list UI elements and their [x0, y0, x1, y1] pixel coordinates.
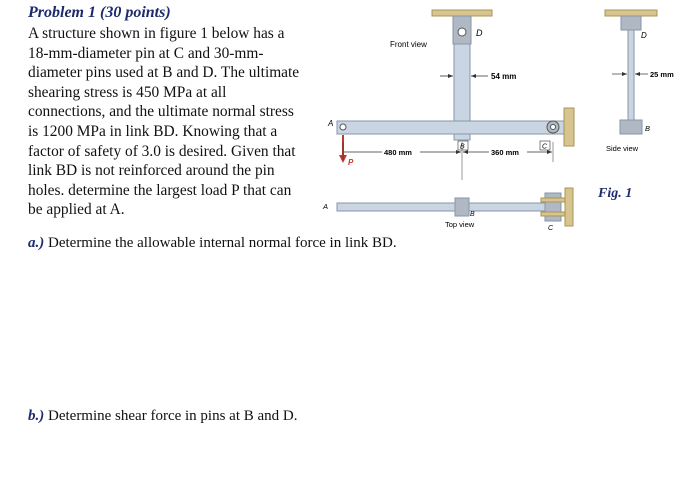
problem-title: Problem 1 (30 points): [28, 4, 171, 21]
label-B-top: B: [470, 211, 475, 218]
label-C-front: C: [542, 143, 548, 151]
top-view-pin-C-1: [541, 198, 565, 202]
label-A-top: A: [323, 202, 329, 211]
support-D: [432, 10, 492, 16]
dim-360-head-right: [547, 150, 552, 154]
dim-360-text: 360 mm: [491, 148, 519, 157]
fig-label: Fig. 1: [598, 186, 633, 201]
dim-480-head: [456, 150, 461, 154]
statement-line: link BD is not reinforced around the pin: [28, 162, 275, 180]
dim-25-text: 25 mm: [650, 70, 674, 79]
question-b-text: Determine shear force in pins at B and D.: [48, 408, 298, 424]
statement-line: holes. determine the largest load P that can: [28, 181, 292, 199]
statement-line: factor of safety of 3.0 is desired. Given that: [28, 142, 296, 160]
label-A-front: A: [328, 119, 334, 128]
label-D-side: D: [641, 31, 647, 40]
wall-C: [564, 108, 574, 146]
top-view-wall-C: [565, 188, 573, 226]
side-support-D: [605, 10, 657, 16]
top-view-link-B: [455, 198, 469, 216]
question-b-label: b.): [28, 408, 45, 424]
dim-54-left-head: [448, 74, 453, 78]
front-view-label: Front view: [390, 40, 427, 49]
top-view-member: [337, 203, 557, 211]
question-a-label: a.): [28, 235, 45, 251]
statement-line: diameter pins used at B and D. The ultimate: [28, 64, 300, 82]
side-clevis-B: [620, 120, 642, 134]
dim-54-right-head: [471, 74, 476, 78]
side-clevis-D: [621, 16, 641, 30]
statement-line: A structure shown in figure 1 below has a: [28, 25, 285, 42]
pin-C-hole: [551, 125, 556, 130]
label-B-front: B: [460, 143, 465, 151]
dim-54-text: 54 mm: [491, 72, 517, 81]
label-C-top: C: [548, 225, 554, 232]
statement-line: be applied at A.: [28, 201, 125, 219]
dim-25-head-left: [622, 72, 627, 76]
label-B-side: B: [645, 124, 651, 133]
dim-480-text: 480 mm: [384, 148, 412, 157]
question-a-text: Determine the allowable internal normal force in link BD.: [48, 235, 397, 251]
statement-line: 18-mm-diameter pin at C and 30-mm-: [28, 44, 264, 62]
statement-line: is 1200 MPa in link BD. Knowing that a: [28, 122, 278, 140]
top-view-label: Top view: [445, 220, 475, 229]
label-D: D: [476, 28, 483, 38]
label-P: P: [348, 158, 354, 167]
side-view-label: Side view: [606, 144, 639, 153]
statement-line: shearing stress is 450 MPa at all: [28, 83, 227, 101]
side-link-BD: [628, 30, 634, 120]
member-ABC: [337, 121, 564, 134]
pin-D: [458, 28, 466, 36]
dim-25-head-right: [635, 72, 640, 76]
end-A: [340, 124, 346, 130]
top-view-pin-C-2: [541, 212, 565, 216]
top-view-bracket-C: [545, 193, 561, 221]
dim-360-head-left: [463, 150, 468, 154]
statement-line: connections, and the ultimate normal stress: [28, 103, 294, 121]
